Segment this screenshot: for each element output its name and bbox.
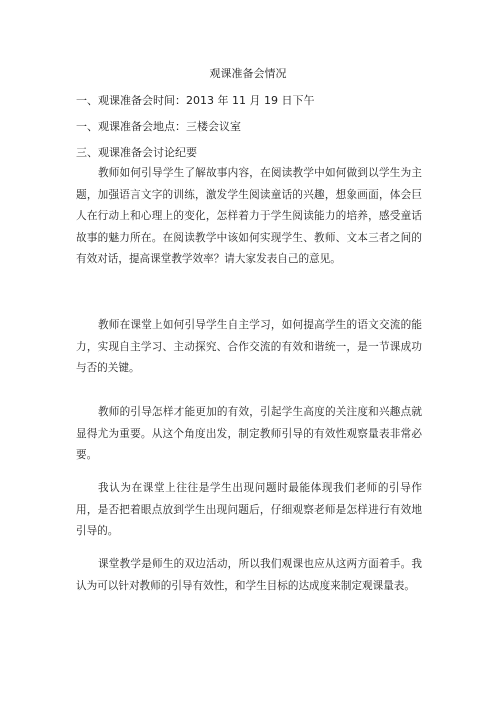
paragraph: 我认为在课堂上往往是学生出现问题时最能体现我们老师的引导作用，是否把着眼点放到学生出现问题后，仔细观察老师是怎样进行有效地引导的。 [76,482,422,537]
meeting-location-line: 一、观课准备会地点：三楼会议室 [76,120,241,133]
meeting-minutes-heading: 三、观课准备会讨论纪要 [76,146,197,159]
paragraph: 课堂教学是师生的双边活动，所以我们观课也应从这两方面着手。我认为可以针对教师的引导有效性，和学生目标的达成度来制定观课量表。 [76,558,422,592]
paragraph: 教师如何引导学生了解故事内容，在阅读教学中如何做到以学生为主题，加强语言文字的训练，激发学生阅读童话的兴趣，想象画面，体会巨人在行动上和心理上的变化，怎样着力于学生阅读能力的培养，感受童话故事的魅力所在。在阅读教学中该如何实现学生、教师、文本三者之间的有效对话，提高课堂教学效率？请大家发表自己的意见。 [76,167,422,265]
document-title: 观课准备会情况 [209,67,287,80]
meeting-time-line: 一、观课准备会时间：2013 年 11 月 19 日下午 [76,94,315,107]
paragraph: 教师在课堂上如何引导学生自主学习，如何提高学生的语文交流的能力，实现自主学习、主动探究、合作交流的有效和谐统一，是一节课成功与否的关键。 [76,319,422,374]
paragraph: 教师的引导怎样才能更加的有效，引起学生高度的关注度和兴趣点就显得尤为重要。从这个角度出发，制定教师引导的有效性观察量表非常必要。 [76,406,422,461]
